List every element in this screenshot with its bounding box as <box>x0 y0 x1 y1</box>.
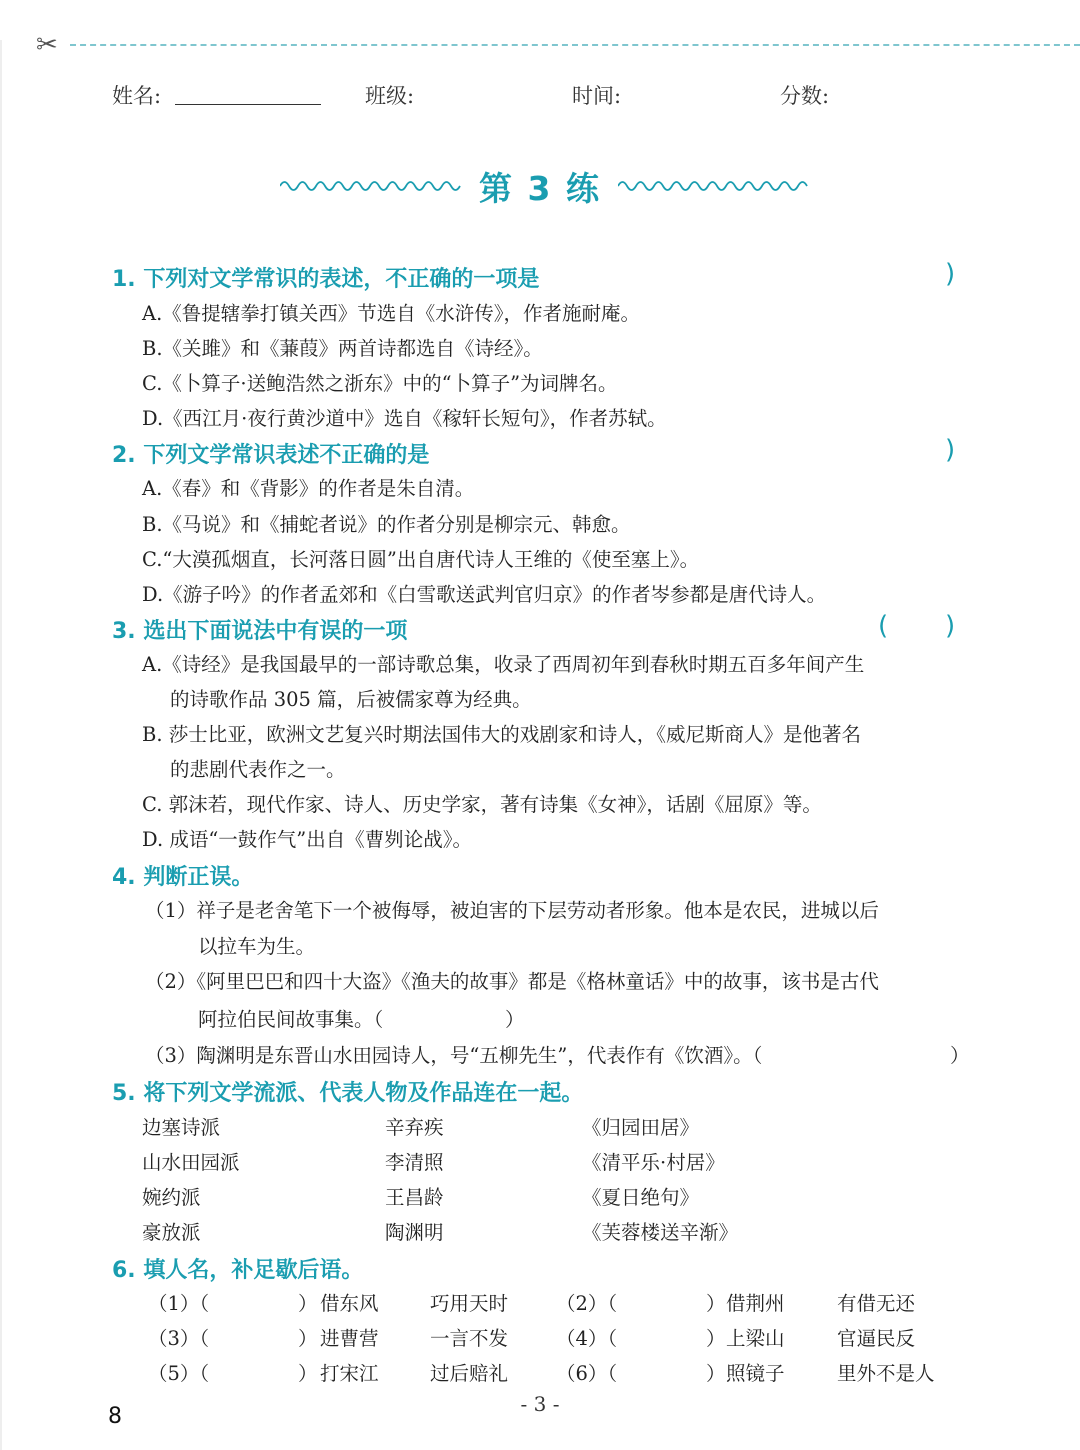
question-3-option-a-line-1: A.《诗经》是我国最早的一部诗歌总集，收录了西周初年到春秋时期五百多年间产生 <box>142 653 865 676</box>
fill-item-close[interactable]: ） <box>706 1292 726 1315</box>
work-item[interactable]: 《夏日绝句》 <box>582 1186 700 1209</box>
question-4-stem: 4. 判断正误。 <box>112 865 254 890</box>
question-1-stem: 1. 下列对文学常识的表述，不正确的一项是 <box>112 267 540 292</box>
name-label: 姓名: <box>112 84 162 108</box>
question-6-stem: 6. 填人名，补足歇后语。 <box>112 1258 364 1283</box>
question-4-item-3: （3）陶渊明是东晋山水田园诗人，号“五柳先生”，代表作有《饮酒》。（ <box>145 1044 763 1067</box>
time-label: 时间: <box>572 84 622 108</box>
question-1-answer-bracket[interactable]: ) <box>945 259 956 289</box>
fill-item-phrase: 进曹营 <box>320 1327 379 1350</box>
left-margin-bar <box>0 40 2 1450</box>
fill-item-number: （6）（ <box>556 1362 618 1385</box>
question-1-option-b: B.《关雎》和《蒹葭》两首诗都选自《诗经》。 <box>142 337 543 360</box>
question-3-answer-bracket[interactable]: ) <box>945 611 956 641</box>
right-wave-decoration <box>618 176 810 196</box>
question-2-option-a: A.《春》和《背影》的作者是朱自清。 <box>142 477 475 500</box>
fill-item-answer: 过后赔礼 <box>430 1362 509 1385</box>
fill-item-phrase: 上梁山 <box>726 1327 785 1350</box>
fill-item-number: （2）（ <box>556 1292 618 1315</box>
question-4-item-3-bracket[interactable]: ） <box>950 1044 970 1067</box>
fill-item-number: （1）（ <box>148 1292 210 1315</box>
fill-item-number: （5）（ <box>148 1362 210 1385</box>
cut-line <box>70 44 1080 46</box>
person-item[interactable]: 辛弃疾 <box>385 1116 444 1139</box>
school-item[interactable]: 婉约派 <box>142 1186 201 1209</box>
person-item[interactable]: 李清照 <box>385 1151 444 1174</box>
scissors-icon: ✂ <box>36 30 58 60</box>
work-item[interactable]: 《芙蓉楼送辛渐》 <box>582 1221 739 1244</box>
page-title: 第 3 练 <box>479 169 601 208</box>
work-item[interactable]: 《清平乐·村居》 <box>582 1151 725 1174</box>
fill-item-answer: 有借无还 <box>837 1292 916 1315</box>
score-label: 分数: <box>780 84 830 108</box>
class-label: 班级: <box>365 84 415 108</box>
question-3-option-b-line-1: B. 莎士比亚，欧洲文艺复兴时期法国伟大的戏剧家和诗人，《威尼斯商人》是他著名 <box>142 723 861 746</box>
person-item[interactable]: 王昌龄 <box>385 1186 444 1209</box>
fill-item-close[interactable]: ） <box>706 1362 726 1385</box>
school-item[interactable]: 边塞诗派 <box>142 1116 221 1139</box>
question-3-bracket-open[interactable]: ( <box>878 611 889 641</box>
question-3-option-a-line-2: 的诗歌作品 305 篇，后被儒家尊为经典。 <box>170 688 532 711</box>
question-2-option-b: B.《马说》和《捕蛇者说》的作者分别是柳宗元、韩愈。 <box>142 513 631 536</box>
question-3-option-b-line-2: 的悲剧代表作之一。 <box>170 758 346 781</box>
fill-item-number: （3）（ <box>148 1327 210 1350</box>
fill-item-close[interactable]: ） <box>298 1327 318 1350</box>
fill-item-answer: 巧用天时 <box>430 1292 509 1315</box>
question-1-option-d: D.《西江月·夜行黄沙道中》选自《稼轩长短句》，作者苏轼。 <box>142 407 667 430</box>
fill-item-answer: 里外不是人 <box>837 1362 935 1385</box>
school-item[interactable]: 豪放派 <box>142 1221 201 1244</box>
question-3-option-d: D. 成语“一鼓作气”出自《曹刿论战》。 <box>142 828 473 851</box>
question-4-item-2-line-2: 阿拉伯民间故事集。（ <box>198 1008 384 1031</box>
question-4-item-1-line-1: （1）祥子是老舍笔下一个被侮辱，被迫害的下层劳动者形象。他本是农民，进城以后 <box>145 899 879 922</box>
person-item[interactable]: 陶渊明 <box>385 1221 444 1244</box>
question-1-option-c: C.《卜算子·送鲍浩然之浙东》中的“卜算子”为词牌名。 <box>142 372 618 395</box>
question-3-stem: 3. 选出下面说法中有误的一项 <box>112 619 408 644</box>
work-item[interactable]: 《归园田居》 <box>582 1116 700 1139</box>
question-4-item-2-line-1: （2）《阿里巴巴和四十大盗》《渔夫的故事》都是《格林童话》中的故事，该书是古代 <box>145 970 879 993</box>
fill-item-answer: 一言不发 <box>430 1327 509 1350</box>
question-1-option-a: A.《鲁提辖拳打镇关西》节选自《水浒传》，作者施耐庵。 <box>142 302 641 325</box>
page-number: 8 <box>108 1404 122 1429</box>
question-2-stem: 2. 下列文学常识表述不正确的是 <box>112 443 430 468</box>
question-2-answer-bracket[interactable]: ) <box>945 435 956 465</box>
question-2-option-c: C.“大漠孤烟直，长河落日圆”出自唐代诗人王维的《使至塞上》。 <box>142 548 700 571</box>
question-5-stem: 5. 将下列文学流派、代表人物及作品连在一起。 <box>112 1081 584 1106</box>
question-2-option-d: D.《游子吟》的作者孟郊和《白雪歌送武判官归京》的作者岑参都是唐代诗人。 <box>142 583 827 606</box>
fill-item-phrase: 借东风 <box>320 1292 379 1315</box>
fill-item-number: （4）（ <box>556 1327 618 1350</box>
fill-item-phrase: 打宋江 <box>320 1362 379 1385</box>
footer-page-label: - 3 - <box>520 1392 560 1416</box>
school-item[interactable]: 山水田园派 <box>142 1151 240 1174</box>
name-field[interactable] <box>175 104 321 105</box>
question-4-item-1-line-2: 以拉车为生。 <box>198 935 316 958</box>
fill-item-close[interactable]: ） <box>298 1292 318 1315</box>
question-3-option-c: C. 郭沫若，现代作家、诗人、历史学家，著有诗集《女神》，话剧《屈原》等。 <box>142 793 822 816</box>
question-4-item-2-bracket[interactable]: ） <box>505 1008 525 1031</box>
fill-item-close[interactable]: ） <box>706 1327 726 1350</box>
fill-item-phrase: 照镜子 <box>726 1362 785 1385</box>
fill-item-close[interactable]: ） <box>298 1362 318 1385</box>
fill-item-phrase: 借荆州 <box>726 1292 785 1315</box>
fill-item-answer: 官逼民反 <box>837 1327 916 1350</box>
